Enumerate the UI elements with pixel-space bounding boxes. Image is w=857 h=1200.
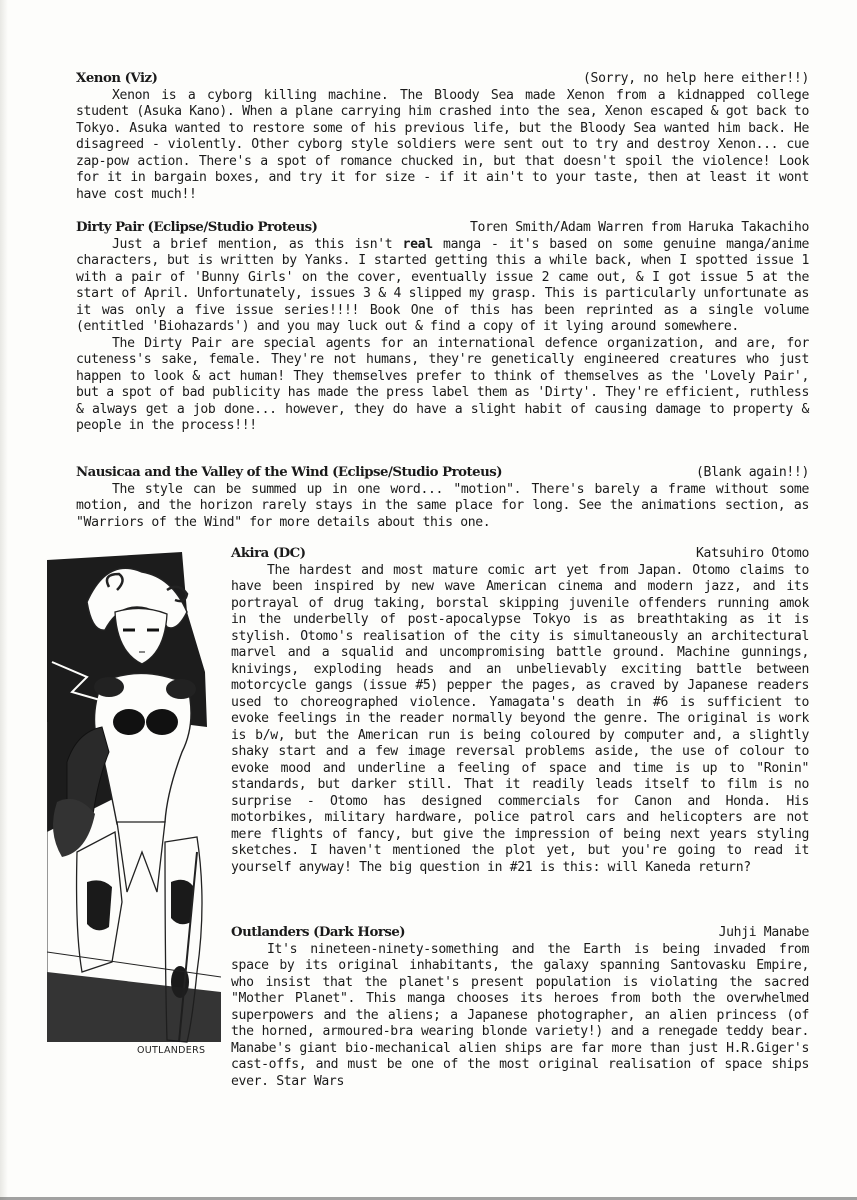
review-paragraph: The style can be summed up in one word... "motion". There's barely a frame without some motion, and the horizon rarely stays in the same place for long. See the animations section, as "Warriors of the Wind" for more details about this one. (76, 481, 809, 530)
text-run: Just a brief mention, as this isn't (112, 236, 403, 252)
review-header (231, 925, 809, 942)
review-credit: Toren Smith/Adam Warren from Haruka Takachiho (470, 220, 809, 235)
review-paragraph: Xenon is a cyborg killing machine. The Bloody Sea made Xenon from a kidnapped college student (Asuka Kano). When a plane carrying him crashed into the sea, Xenon escaped & got back to Tokyo. Asuka wanted to restore some of his previous life, but the Bloody Sea wanted him back. He disagreed - violently. Other cyborg style soldiers were sent out to try and destroy Xenon... cue zap-pow action. There's a spot of romance chucked in, but that doesn't spoil the violence! Look for it in bargain boxes, and try it for size - if it ain't to your taste, then at least it wont have cost much!! (76, 87, 809, 202)
review-header (76, 465, 809, 482)
review-credit: (Sorry, no help here either!!) (583, 71, 809, 86)
review-credit: Juhji Manabe (718, 925, 809, 940)
review-nausicaa (76, 465, 809, 531)
review-xenon (76, 71, 809, 203)
review-paragraph: The Dirty Pair are special agents for an international defence organization, and are, for cuteness's sake, female. They're not humans, they're genetically engineered creatures who just happen to look & act human! They themselves prefer to think of themselves as the 'Lovely Pair', but a spot of bad publicity has made the press label them as 'Dirty'. They're efficient, ruthless & always get a job done... however, they do have a slight habit of causing damage to property & people in the process!!! (76, 335, 809, 433)
text-run: manga - it's based on some genuine manga/anime characters, but is written by Yanks. I started getting this a while back, when I spotted issue 1 with a pair of 'Bunny Girls' on the cover, eventually issue 2 came out, & I got issue 5 at the start of April. Unfortunately, issues 3 & 4 slipped my grasp. This is particularly unfortunate as it was only a five issue series!!!! Book One of this has been reprinted as a single volume (entitled 'Biohazards') and you may luck out & find a copy of it lying around somewhere. (76, 236, 809, 334)
review-paragraph (76, 237, 809, 336)
outlanders-illustration (47, 552, 221, 1052)
review-title: Xenon (Viz) (76, 71, 158, 86)
review-title: Dirty Pair (Eclipse/Studio Proteus) (76, 220, 318, 235)
page-scan-edge (0, 0, 8, 1200)
review-dirty-pair (76, 220, 809, 435)
review-paragraph: It's nineteen-ninety-something and the Earth is being invaded from space by its original inhabitants, the galaxy spanning Santovasku Empire, who insist that the planet's present population is violating the sacred "Mother Planet". This manga chooses its heroes from both the overwhelmed superpowers and the aliens; a Japanese photographer, an alien princess (of the horned, armoured-bra wearing blonde variety!) and a renegade teddy bear. Manabe's giant bio-mechanical alien ships are far more than just H.R.Giger's cast-offs, and must be one of the most original realisation of space ships ever. Star Wars (231, 941, 809, 1089)
review-header (231, 546, 809, 563)
review-credit: (Blank again!!) (696, 465, 809, 480)
review-paragraph: The hardest and most mature comic art yet from Japan. Otomo claims to have been inspired by new wave American cinema and modern jazz, and its portrayal of drug taking, borstal skipping juvenile offenders running amok in the underbelly of post-apocalypse Tokyo is as breathtaking as it is stylish. Otomo's realisation of the city is simultaneously an architectural marvel and a squalid and uncompromising battle ground. Machine gunnings, knivings, exploding heads and an unbelievably exciting battle between motorcycle gangs (issue #5) pepper the pages, as craved by Japanese readers used to choreographed violence. Yamagata's death in #6 is sufficient to evoke feelings in the reader normally beyond the genre. The original is work is b/w, but the American run is being coloured by computer and, a slightly shaky start and a few image reversal problems aside, the use of colour to evoke mood and underline a feeling of space and time is up to "Ronin" standards, but darker still. That it readily leads itself to film is no surprise - Otomo has designed commercials for Canon and Honda. His motorbikes, military hardware, police patrol cars and helicopters are not mere flights of fancy, but give the impression of being next years styling sketches. I haven't mentioned the plot yet, but you're going to read it yourself anyway! The big question in #21 is this: will Kaneda return? (231, 562, 809, 875)
review-title: Outlanders (Dark Horse) (231, 925, 406, 940)
review-akira (231, 546, 809, 876)
review-header (76, 220, 809, 237)
review-credit: Katsuhiro Otomo (696, 546, 809, 561)
emphasis-real: real (402, 236, 433, 252)
review-title: Nausicaa and the Valley of the Wind (Eclipse/Studio Proteus) (76, 465, 503, 480)
review-outlanders (231, 925, 809, 1090)
review-header (76, 71, 809, 88)
illustration-caption: OUTLANDERS (137, 1045, 206, 1056)
review-title: Akira (DC) (231, 546, 306, 561)
